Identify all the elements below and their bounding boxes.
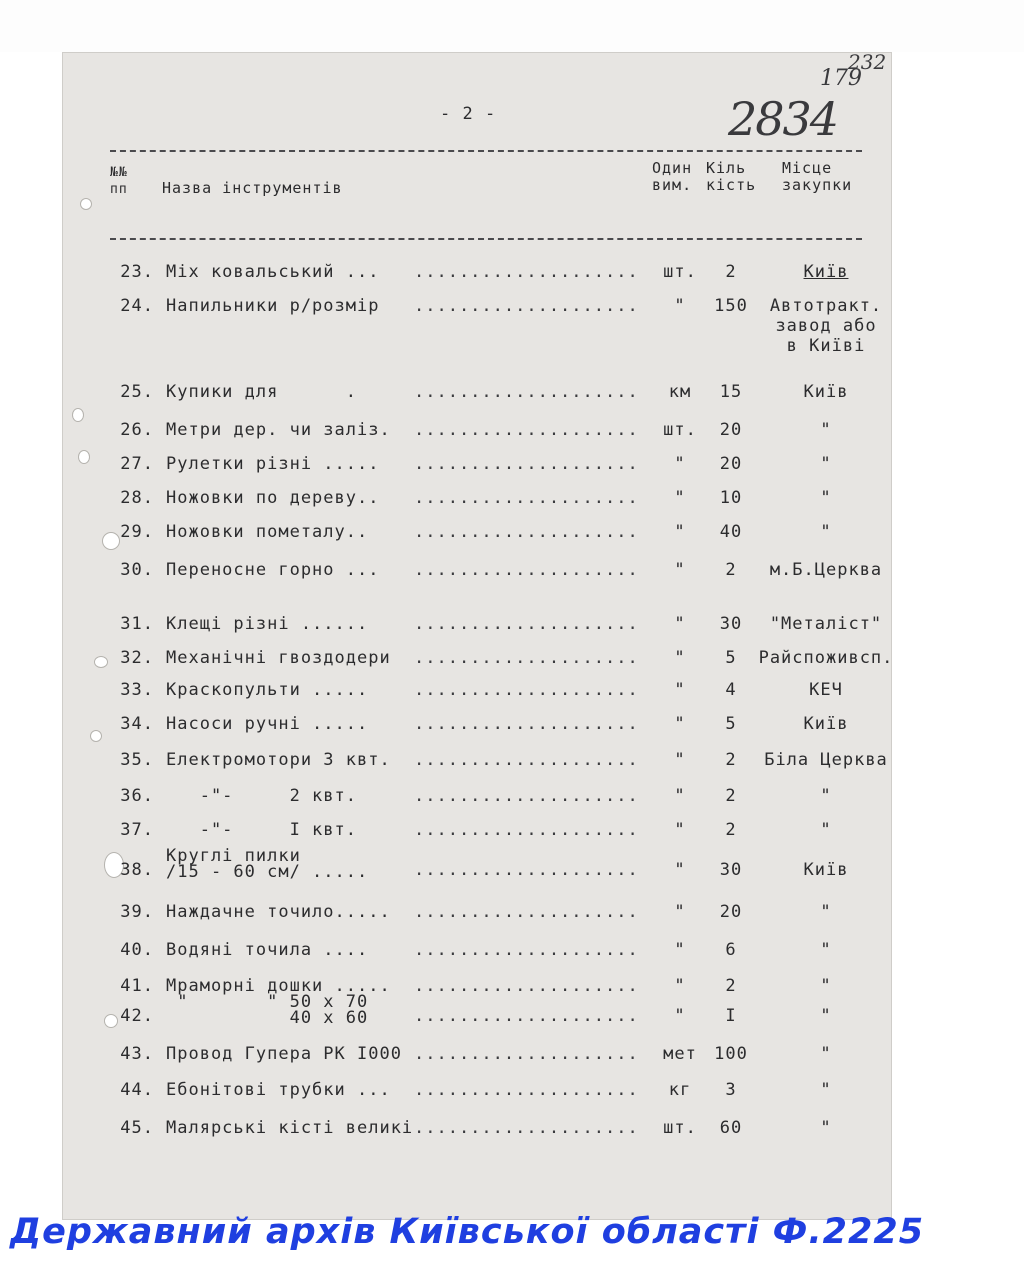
purchase-place: "Металіст" [769,614,883,634]
header-no: №№ пп [110,165,128,197]
table-row [0,560,1024,590]
dot-leader: .................... [414,382,639,402]
purchase-place: " [820,420,832,440]
instrument-name: Ножовки по дереву.. [166,488,380,508]
header-name: Назва інструментів [162,179,343,197]
quantity: 2 [725,820,737,840]
unit-of-measure: " [674,940,686,960]
table-row [0,262,1024,292]
table-row [0,714,1024,744]
purchase-place: Райспоживсп. [758,648,894,668]
dot-leader: .................... [414,522,639,542]
table-row [0,614,1024,644]
unit-of-measure: шт. [663,420,697,440]
handwritten-folio-number-small: 179 [820,66,862,91]
dot-leader: .................... [414,680,639,700]
instrument-name: Міх ковальський ... [166,262,380,282]
table-row [0,750,1024,780]
instrument-name: Електромотори 3 квт. [166,750,391,770]
dot-leader: .................... [414,714,639,734]
instrument-name: Метри дер. чи заліз. [166,420,391,440]
header-bottom-rule [110,238,862,240]
quantity: 40 [719,522,743,542]
header-unit: Один вим. [652,159,693,194]
unit-of-measure: кг [668,1080,692,1100]
row-number: 25. [120,382,154,402]
row-number: 24. [120,296,154,316]
purchase-place: " [820,976,832,996]
purchase-place: " [820,488,832,508]
dot-leader: .................... [414,648,639,668]
row-number: 36. [120,786,154,806]
unit-of-measure: " [674,750,686,770]
dot-leader: .................... [414,454,639,474]
quantity: 20 [719,454,743,474]
dot-leader: .................... [414,786,639,806]
purchase-place: " [820,786,832,806]
quantity: I [725,1006,737,1026]
purchase-place: " [820,902,832,922]
purchase-place: " [820,1118,832,1138]
instrument-name: -"- 2 квт. [166,786,357,806]
dot-leader: .................... [414,976,639,996]
table-row [0,992,1024,1036]
dot-leader: .................... [414,1080,639,1100]
table-row [0,296,1024,356]
row-number: 37. [120,820,154,840]
unit-of-measure: мет [663,1044,697,1064]
quantity: 30 [719,860,743,880]
quantity: 10 [719,488,743,508]
purchase-place: Автотракт. завод або в Київі [769,296,883,356]
purchase-place: Київ [803,714,849,734]
unit-of-measure: " [674,786,686,806]
dot-leader: .................... [414,902,639,922]
unit-of-measure: " [674,714,686,734]
unit-of-measure: " [674,488,686,508]
unit-of-measure: " [674,1006,686,1026]
row-number: 40. [120,940,154,960]
unit-of-measure: шт. [663,262,697,282]
purchase-place: " [820,820,832,840]
instrument-name: Ножовки пометалу.. [166,522,369,542]
quantity: 30 [719,614,743,634]
instrument-name: Рулетки різні ..... [166,454,380,474]
table-row [0,1044,1024,1074]
dot-leader: .................... [414,1118,639,1138]
row-number: 23. [120,262,154,282]
instrument-name: Краскопульти ..... [166,680,369,700]
dot-leader: .................... [414,750,639,770]
purchase-place: Київ [803,382,849,402]
row-number: 31. [120,614,154,634]
unit-of-measure: " [674,454,686,474]
quantity: 2 [725,786,737,806]
table-row [0,522,1024,552]
unit-of-measure: км [668,382,692,402]
dot-leader: .................... [414,488,639,508]
quantity: 60 [719,1118,743,1138]
dot-leader: .................... [414,262,639,282]
instrument-name: Механічні гвоздодери [166,648,391,668]
table-row [0,382,1024,412]
purchase-place: КЕЧ [809,680,843,700]
row-number: 28. [120,488,154,508]
row-number: 26. [120,420,154,440]
table-row [0,902,1024,932]
header-qty: Кіль кість [706,159,757,194]
dot-leader: .................... [414,420,639,440]
quantity: 6 [725,940,737,960]
dot-leader: .................... [414,296,639,316]
table-row [0,420,1024,450]
unit-of-measure: шт. [663,1118,697,1138]
dot-leader: .................... [414,560,639,580]
row-number: 38. [120,860,154,880]
quantity: 4 [725,680,737,700]
instrument-name: Переносне горно ... [166,560,380,580]
instrument-name: Водяні точила .... [166,940,369,960]
quantity: 2 [725,560,737,580]
purchase-place: " [820,454,832,474]
unit-of-measure: " [674,296,686,316]
header-top-rule [110,150,862,152]
instrument-name: -"- I квт. [166,820,357,840]
instrument-name: Клещі різні ...... [166,614,369,634]
unit-of-measure: " [674,902,686,922]
quantity: 2 [725,262,737,282]
table-row [0,488,1024,518]
instrument-name: Наждачне точило..... [166,902,391,922]
purchase-place: Київ [803,860,849,880]
table-row [0,846,1024,890]
row-number: 35. [120,750,154,770]
instrument-name: Малярські кісті великі [166,1118,414,1138]
table-row [0,1080,1024,1110]
table-row [0,680,1024,710]
unit-of-measure: " [674,522,686,542]
row-number: 39. [120,902,154,922]
quantity: 15 [719,382,743,402]
row-number: 43. [120,1044,154,1064]
row-number: 33. [120,680,154,700]
quantity: 2 [725,750,737,770]
purchase-place: Біла Церква [764,750,888,770]
quantity: 20 [719,420,743,440]
dot-leader: .................... [414,1044,639,1064]
quantity: 100 [714,1044,748,1064]
row-number: 34. [120,714,154,734]
quantity: 5 [725,648,737,668]
table-row [0,1118,1024,1148]
dot-leader: .................... [414,614,639,634]
unit-of-measure: " [674,820,686,840]
table-row [0,786,1024,816]
dot-leader: .................... [414,820,639,840]
handwritten-folio-number: 2834 [728,92,838,146]
row-number: 41. [120,976,154,996]
handwritten-folio-number-small: 232 [848,50,887,74]
table-row [0,820,1024,850]
header-place: Місце закупки [782,159,853,194]
purchase-place: " [820,1080,832,1100]
row-number: 42. [120,1006,154,1026]
unit-of-measure: " [674,614,686,634]
table-row [0,454,1024,484]
instrument-name: Провод Гупера РК I000 [166,1044,402,1064]
dot-leader: .................... [414,1006,639,1026]
purchase-place: " [820,1006,832,1026]
table-row [0,648,1024,678]
unit-of-measure: " [674,560,686,580]
purchase-place: " [820,522,832,542]
purchase-place: " [820,940,832,960]
row-number: 29. [120,522,154,542]
archive-caption: Державний архів Київської області Ф.2225 [10,1212,925,1252]
unit-of-measure: " [674,976,686,996]
table-row [0,940,1024,970]
dot-leader: .................... [414,860,639,880]
instrument-name: Напильники р/розмір [166,296,380,316]
purchase-place: " [820,1044,832,1064]
row-number: 30. [120,560,154,580]
instrument-name: Круглі пилки /15 - 60 см/ ..... [166,846,369,882]
instrument-name: Ебонітові трубки ... [166,1080,391,1100]
quantity: 5 [725,714,737,734]
purchase-place: Київ [803,262,849,282]
instrument-name: Насоси ручні ..... [166,714,369,734]
row-number: 27. [120,454,154,474]
purchase-place: м.Б.Церква [769,560,883,580]
row-number: 44. [120,1080,154,1100]
quantity: 3 [725,1080,737,1100]
unit-of-measure: " [674,680,686,700]
page-number: - 2 - [440,104,497,124]
punch-hole [80,198,92,210]
quantity: 2 [725,976,737,996]
quantity: 20 [719,902,743,922]
instrument-name: Мраморні дошки ..... [166,976,391,996]
row-number: 45. [120,1118,154,1138]
unit-of-measure: " [674,860,686,880]
instrument-name: Купики для . [166,382,357,402]
scan-margin [0,0,1024,52]
instrument-name: " " 50 х 70 40 х 60 [177,992,369,1028]
dot-leader: .................... [414,940,639,960]
table-row [0,976,1024,1006]
row-number: 32. [120,648,154,668]
quantity: 150 [714,296,748,316]
unit-of-measure: " [674,648,686,668]
